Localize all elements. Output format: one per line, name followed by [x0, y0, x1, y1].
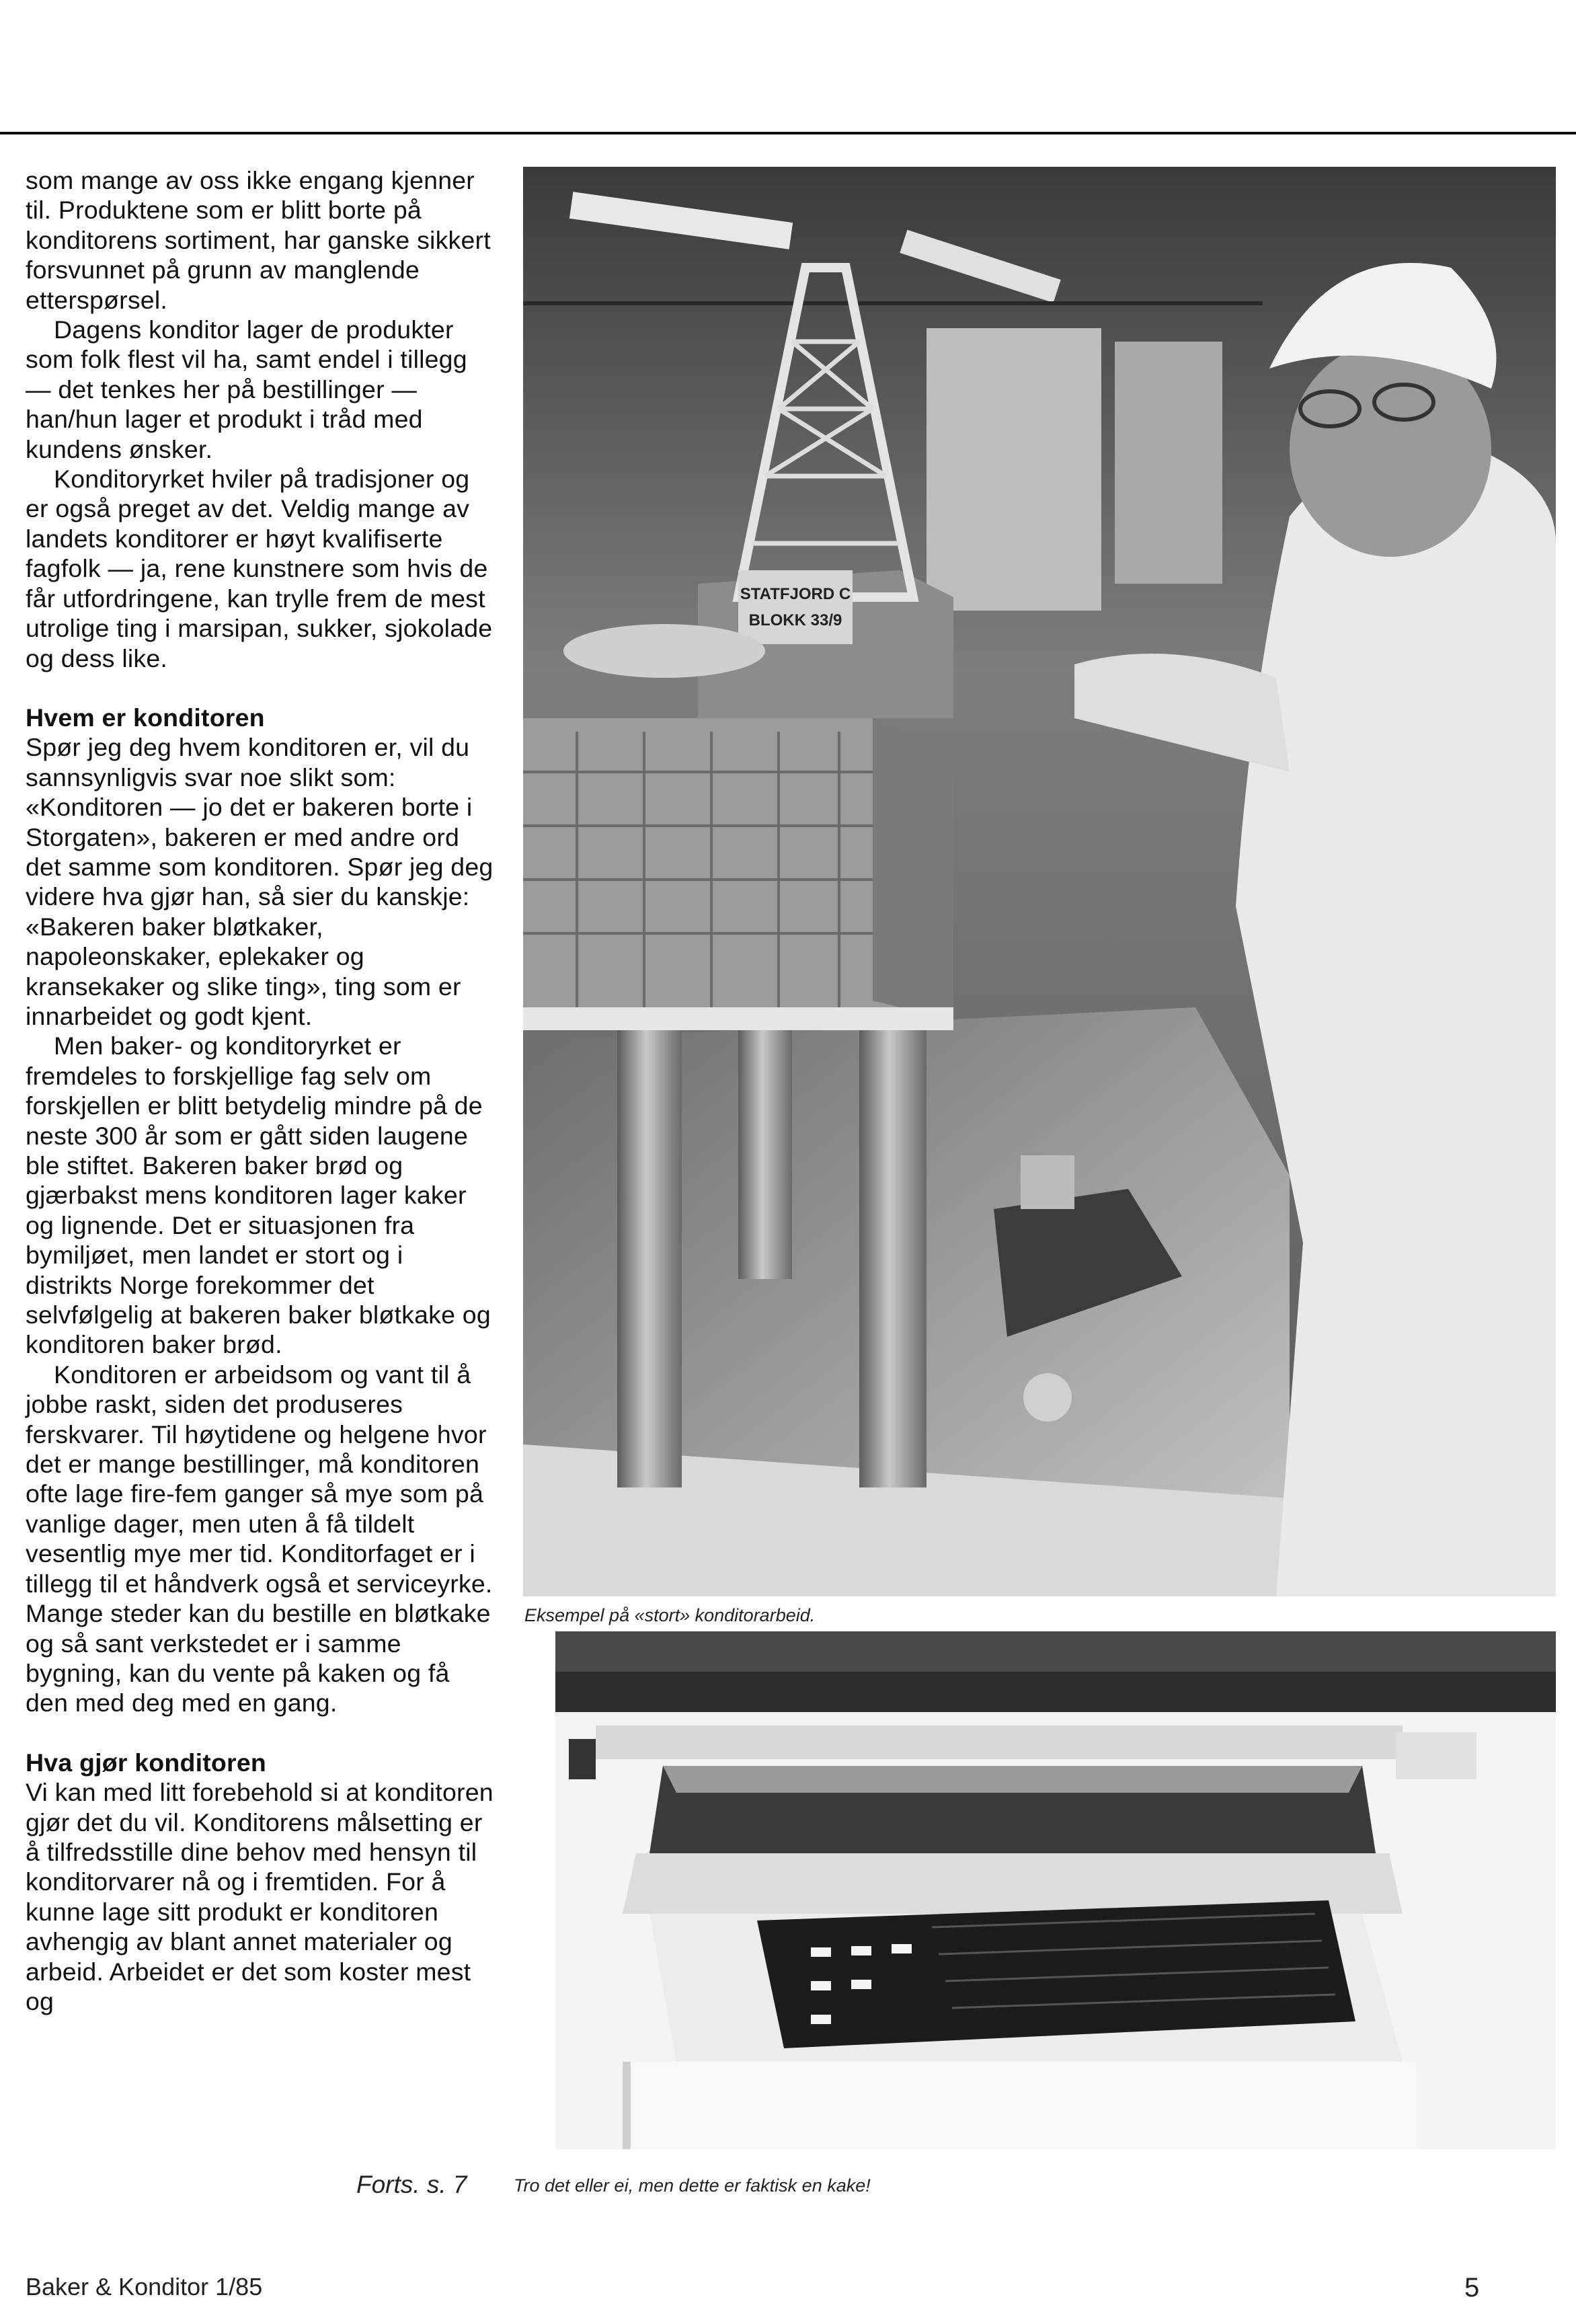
page-number: 5: [1464, 2273, 1480, 2302]
typewriter-photo: [555, 1631, 1556, 2149]
article-paragraph: Konditoryrket hviler på tradisjoner og er også preget av det. Veldig mange av landets konditorer er høyt kvalifiserte fagfolk — ja, rene kunstnere som hvis de får utfordringene, kan trylle frem de mest utrolige ting i marsipan, sukker, sjokolade og dess like.: [26, 465, 493, 672]
publication-footer: Baker & Konditor 1/85: [26, 2273, 263, 2300]
typewriter-photo-caption: Tro det eller ei, men dette er faktisk en kake!: [514, 2175, 871, 2196]
article-paragraph: Spør jeg deg hvem konditoren er, vil du sannsynligvis svar noe slikt som: «Konditoren — jo det er bakeren borte i Storgaten», bakeren er med andre ord det samme som konditoren. Spør jeg deg videre hva gjør han, så sier du kanskje: «Bakeren baker bløtkaker, napoleonskaker, eplekaker og kransekaker og slike ting», ting som er innarbeidet og godt kjent.: [26, 733, 494, 1030]
platform-cake-image: [523, 167, 1556, 1596]
continued-note: Forts. s. 7: [356, 2171, 467, 2198]
article-paragraph: Konditoren er arbeidsom og vant til å jobbe raskt, siden det produseres ferskvarer. Til høytidene og helgene hvor det er mange bestillinger, må konditoren ofte lage fire-fem ganger så mye som på vanlige dager, men uten å få tildelt vesentlig mye mer tid. Konditorfaget er i tillegg til et håndverk også et serviceyrke. Mange steder kan du bestille en bløtkake og så sant verkstedet er i samme bygning, kan du vente på kaken og få den med deg med en gang.: [26, 1360, 493, 1717]
cake-photo: [523, 167, 1556, 1596]
cake-sign-line1: STATFJORD C: [740, 585, 851, 603]
typewriter-cake-image: [555, 1631, 1556, 2149]
header-rule: [0, 132, 1576, 134]
cake-photo-caption: Eksempel på «stort» konditorarbeid.: [524, 1605, 816, 1625]
section-heading: Hvem er konditoren: [26, 703, 265, 732]
cake-sign-line2: BLOKK 33/9: [748, 611, 842, 629]
section-heading: Hva gjør konditoren: [26, 1748, 266, 1777]
article-paragraph: Men baker- og konditoryrket er fremdeles to forskjellige fag selv om forskjellen er blitt betydelig mindre på de neste 300 år som er gått siden laugene ble stiftet. Bakeren baker brød og gjærbakst mens konditoren lager kaker og lignende. Det er situasjonen fra bymiljøet, men landet er stort og i distrikts Norge forekommer det selvfølgelig at bakeren baker bløtkake og konditoren baker brød.: [26, 1032, 491, 1359]
article-paragraph: Dagens konditor lager de produkter som folk flest vil ha, samt endel i tillegg — det tenkes her på bestillinger — han/hun lager et produkt i tråd med kundens ønsker.: [26, 315, 467, 463]
article-column: [26, 165, 496, 2016]
article-paragraph: som mange av oss ikke engang kjenner til. Produktene som er blitt borte på konditorens sortiment, har ganske sikkert forsvunnet på grunn av manglende etterspørsel.: [26, 166, 491, 314]
article-paragraph: Vi kan med litt forebehold si at konditoren gjør det du vil. Konditorens målsetting er å tilfredsstille dine behov med hensyn til konditorvarer nå og i fremtiden. For å kunne lage sitt produkt er konditoren avhengig av blant annet materialer og arbeid. Arbeidet er det som koster mest og: [26, 1778, 494, 2015]
